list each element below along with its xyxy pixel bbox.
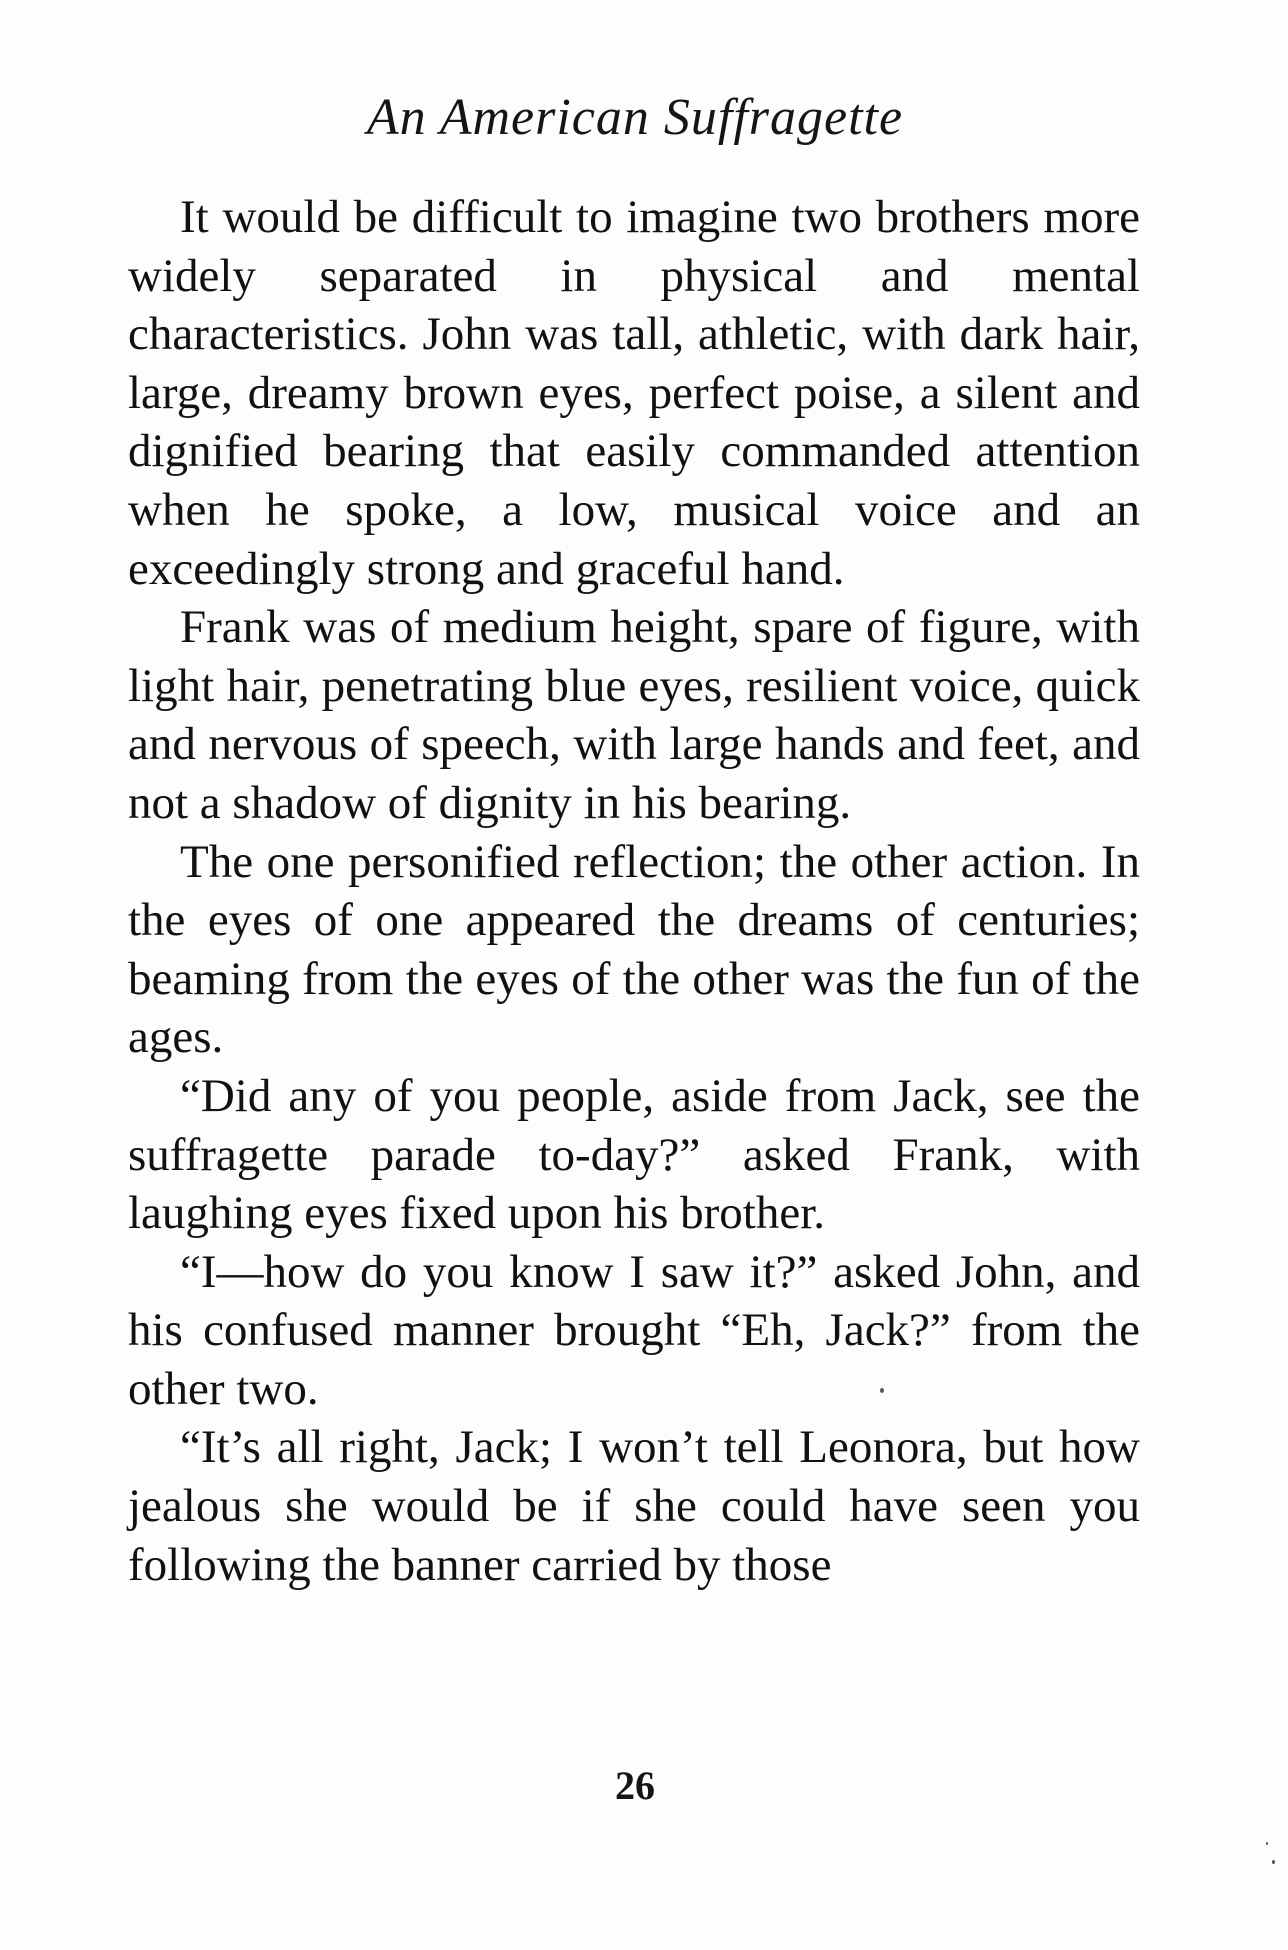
print-speck <box>1272 1860 1275 1864</box>
paragraph: “I—how do you know I saw it?” asked John, and his confused manner brought “Eh, Jack?” from the other two. <box>128 1245 1140 1415</box>
running-title: An American Suffragette <box>366 89 904 146</box>
paragraph: The one personified reflection; the other action. In the eyes of one appeared the dreams of centuries; beaming from the eyes of the other was the fun of the ages. <box>128 835 1140 1064</box>
paragraph: It would be difficult to imagine two brothers more widely separated in physical and mental characteristics. John was tall, athletic, with dark hair, large, dreamy brown eyes, perfect poise, a silent and dignified bearing that easily commanded attention when he spoke, a low, musical voice and an exceedingly strong and graceful hand. <box>128 191 1140 595</box>
paragraph: “Did any of you people, aside from Jack, see the suffragette parade to-day?” asked Frank, with laughing eyes fixed upon his brother. <box>128 1069 1140 1240</box>
body-text <box>128 188 1140 1594</box>
print-speck <box>880 1388 884 1393</box>
paragraph: “It’s all right, Jack; I won’t tell Leonora, but how jealous she would be if she could have seen you following the banner carried by those <box>128 1421 1140 1591</box>
print-speck <box>1266 1842 1268 1845</box>
page-number: 26 <box>615 1763 655 1808</box>
paragraph: Frank was of medium height, spare of figure, with light hair, penetrating blue eyes, resilient voice, quick and nervous of speech, with large hands and feet, and not a shadow of dignity in his bearing. <box>128 601 1140 829</box>
